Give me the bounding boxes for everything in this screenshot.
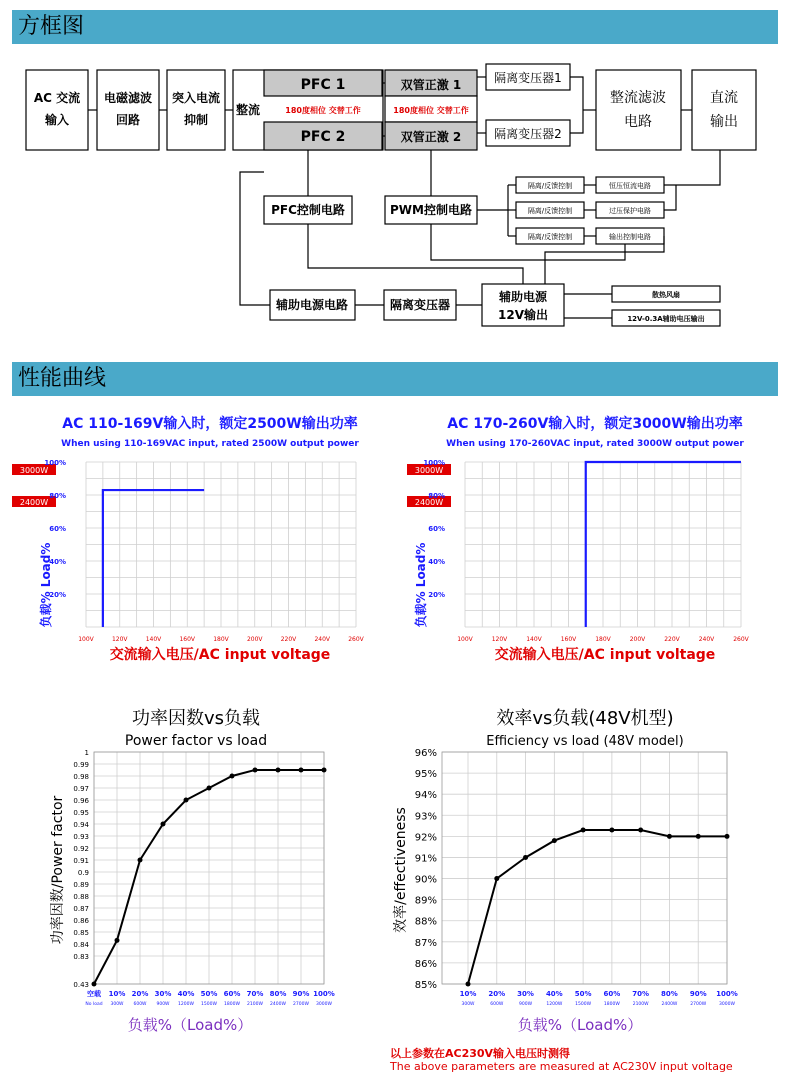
forward-phase-note: 180度相位 交替工作 [393, 106, 469, 115]
pf-data-point [138, 858, 143, 863]
pf-data-point [161, 822, 166, 827]
x-tick-label: 50% [200, 990, 218, 998]
y-tick-label: 100% [44, 459, 66, 467]
y-tick-label: 95% [414, 769, 437, 781]
y-tick-label: 0.84 [73, 941, 89, 949]
x-tick-sublabel: 1500W [575, 1002, 592, 1007]
load-vs-voltage-chart-2 [395, 405, 790, 670]
feedback-3: 隔离/反馈控制 [527, 233, 573, 241]
chart2-subtitle: When using 170-260VAC input, rated 3000W output power [446, 439, 744, 449]
pf-data-point [230, 774, 235, 779]
x-tick-label: 200V [246, 636, 263, 643]
x-tick-sublabel: 2100W [632, 1002, 649, 1007]
iso-tx1-label: 隔离变压器1 [494, 71, 562, 85]
x-tick-label: 120V [111, 636, 128, 643]
aux-out-line2: 12V输出 [498, 308, 548, 322]
eff-data-point [609, 828, 614, 833]
x-tick-label: 空载 [87, 990, 101, 998]
inrush-line1: 突入电流 [171, 91, 221, 105]
y-tick-label: 0.93 [73, 833, 89, 841]
x-tick-label: 220V [664, 636, 680, 643]
x-tick-label: 60% [603, 990, 621, 998]
x-tick-label: 30% [154, 990, 172, 998]
x-tick-sublabel: 1200W [178, 1002, 194, 1007]
power-mark-3000w: 3000W [414, 466, 444, 475]
aux-out-line1: 辅助电源 [498, 290, 548, 304]
eff-data-point [696, 834, 701, 839]
pf-data-point [299, 768, 304, 773]
x-tick-label: 260V [348, 636, 364, 643]
x-tick-sublabel: No load [85, 1002, 103, 1007]
pf-data-point [253, 768, 258, 773]
power-mark-3000w: 3000W [19, 466, 49, 475]
y-tick-label: 60% [49, 525, 66, 533]
x-tick-label: 80% [269, 990, 287, 998]
forward1-label: 双管正激 1 [400, 78, 462, 92]
out-ctrl-label: 输出控制电路 [609, 233, 651, 241]
pfc-ctrl-label: PFC控制电路 [271, 203, 345, 217]
y-tick-label: 0.92 [73, 845, 89, 853]
inrush-line2: 抑制 [183, 113, 209, 127]
emi-filter-line1: 电磁滤波 [103, 91, 153, 105]
chart2-ylabel: 负载% Load% [414, 542, 428, 628]
x-tick-label: 90% [689, 990, 707, 998]
chart2-xlabel: 交流输入电压/AC input voltage [494, 647, 716, 663]
chart4-xlabel: 负载%（Load%） [517, 1016, 643, 1034]
iso-tx2-label: 隔离变压器2 [494, 127, 562, 141]
y-tick-label: 100% [423, 459, 445, 467]
x-tick-label: 20% [488, 990, 506, 998]
section-title-block-diagram: 方框图 [12, 10, 778, 44]
feedback-1: 隔离/反馈控制 [527, 182, 573, 190]
x-tick-label: 100% [313, 990, 335, 998]
x-tick-label: 180V [595, 636, 611, 643]
out-rect-line1: 整流滤波 [610, 90, 666, 106]
eff-data-point [523, 855, 528, 860]
eff-data-point [667, 834, 672, 839]
y-tick-label: 0.94 [73, 821, 89, 829]
eff-data-point [725, 834, 730, 839]
y-tick-label: 80% [49, 492, 66, 500]
y-tick-label: 0.9 [77, 869, 89, 877]
y-tick-label: 0.88 [73, 893, 89, 901]
x-tick-label: 160V [560, 636, 577, 643]
y-tick-label: 60% [428, 525, 445, 533]
chart3-subtitle: Power factor vs load [124, 733, 268, 749]
chart3-plot-area [73, 749, 334, 1007]
x-tick-label: 40% [545, 990, 563, 998]
pwm-ctrl-label: PWM控制电路 [390, 203, 472, 217]
x-tick-sublabel: 2400W [661, 1002, 678, 1007]
x-tick-sublabel: 900W [156, 1002, 170, 1007]
y-tick-label: 92% [414, 832, 437, 844]
y-tick-label: 40% [428, 558, 445, 566]
x-tick-label: 260V [733, 636, 749, 643]
x-tick-label: 10% [108, 990, 126, 998]
pfc-phase-note: 180度相位 交替工作 [285, 106, 361, 115]
x-tick-label: 50% [574, 990, 592, 998]
y-tick-label: 20% [428, 591, 445, 599]
chart2-plot-area [423, 459, 749, 643]
pf-data-point [115, 938, 120, 943]
chart1-ylabel: 负载% Load% [39, 542, 53, 628]
chart3-xlabel: 负载%（Load%） [127, 1016, 253, 1034]
y-tick-label: 0.89 [73, 881, 89, 889]
feedback-2: 隔离/反馈控制 [527, 207, 573, 215]
eff-data-point [581, 828, 586, 833]
y-tick-label: 94% [414, 790, 437, 802]
eff-data-point [466, 982, 471, 987]
out-rect-line2: 电路 [624, 114, 652, 130]
y-tick-label: 89% [414, 895, 437, 907]
chart3-ylabel: 功率因数/Power factor [50, 795, 66, 945]
x-tick-sublabel: 900W [519, 1002, 533, 1007]
y-tick-label: 96% [414, 748, 437, 759]
y-tick-label: 86% [414, 958, 437, 970]
pf-data-point [92, 982, 97, 987]
x-tick-label: 220V [280, 636, 297, 643]
x-tick-label: 240V [698, 636, 715, 643]
ac-input-line2: 输入 [44, 113, 70, 127]
pf-data-point [322, 768, 327, 773]
chart4-title: 效率vs负载(48V机型) [496, 708, 674, 729]
y-tick-label: 80% [428, 492, 445, 500]
y-tick-label: 0.99 [73, 761, 89, 769]
pfc2-label: PFC 2 [300, 129, 346, 145]
chart3-title: 功率因数vs负载 [131, 708, 261, 729]
x-tick-sublabel: 3000W [719, 1002, 735, 1007]
power-factor-chart [0, 700, 395, 1045]
ac-input-line1: AC 交流 [33, 91, 81, 105]
emi-filter-line2: 回路 [115, 113, 141, 127]
aux-12v-label: 12V-0.3A辅助电压输出 [627, 315, 705, 323]
y-tick-label: 0.91 [73, 857, 89, 865]
y-tick-label: 0.97 [73, 785, 89, 793]
x-tick-label: 200V [629, 636, 646, 643]
aux-iso-tx-label: 隔离变压器 [389, 298, 451, 312]
ovp-label: 过压保护电路 [609, 207, 651, 215]
x-tick-sublabel: 1800W [603, 1002, 620, 1007]
pf-data-point [184, 798, 189, 803]
plot-frame [442, 752, 727, 984]
y-tick-label: 90% [414, 874, 437, 886]
x-tick-label: 100% [716, 990, 738, 998]
x-tick-label: 240V [314, 636, 331, 643]
x-tick-label: 160V [179, 636, 196, 643]
y-tick-label: 91% [414, 853, 437, 865]
y-tick-label: 0.85 [73, 929, 89, 937]
x-tick-sublabel: 1200W [546, 1002, 563, 1007]
x-tick-label: 140V [145, 636, 162, 643]
x-tick-label: 120V [491, 636, 508, 643]
chart2-title: AC 170-260V输入时，额定3000W输出功率 [447, 416, 743, 432]
y-tick-label: 0.87 [73, 905, 89, 913]
fan-label: 散热风扇 [652, 291, 680, 299]
power-mark-2400w: 2400W [19, 498, 49, 507]
rectifier-label: 整流 [235, 103, 261, 117]
eff-data-point [494, 876, 499, 881]
eff-series-line [468, 830, 727, 984]
chart4-subtitle: Efficiency vs load (48V model) [486, 734, 684, 749]
x-tick-sublabel: 300W [110, 1002, 124, 1007]
y-tick-label: 0.86 [73, 917, 89, 925]
x-tick-sublabel: 1800W [224, 1002, 240, 1007]
block-diagram [0, 54, 790, 354]
power-mark-2400w: 2400W [414, 498, 444, 507]
pf-data-point [207, 786, 212, 791]
x-tick-label: 100V [78, 636, 94, 643]
chart1-xlabel: 交流输入电压/AC input voltage [109, 647, 331, 663]
x-tick-sublabel: 3000W [316, 1002, 332, 1007]
x-tick-sublabel: 2700W [293, 1002, 309, 1007]
x-tick-label: 140V [526, 636, 542, 643]
chart4-ylabel: 效率/effectiveness [393, 807, 409, 933]
x-tick-label: 60% [223, 990, 241, 998]
x-tick-sublabel: 2700W [690, 1002, 707, 1007]
dc-out-line1: 直流 [710, 90, 738, 106]
chart4-plot-area [415, 748, 738, 1007]
pf-data-point [276, 768, 281, 773]
y-tick-label: 1 [84, 749, 89, 757]
footnote-en: The above parameters are measured at AC230V input voltage [390, 1060, 733, 1073]
chart1-title: AC 110-169V输入时，额定2500W输出功率 [62, 416, 358, 432]
pfc1-label: PFC 1 [300, 77, 346, 93]
y-tick-label: 0.83 [73, 953, 89, 961]
y-tick-label: 40% [49, 558, 66, 566]
x-tick-sublabel: 2100W [247, 1002, 263, 1007]
y-tick-label: 20% [49, 591, 66, 599]
y-tick-label: 0.43 [73, 981, 89, 989]
section-title-performance: 性能曲线 [12, 362, 778, 396]
dc-out-line2: 输出 [710, 114, 738, 130]
x-tick-label: 10% [459, 990, 477, 998]
y-tick-label: 85% [414, 980, 437, 991]
x-tick-sublabel: 600W [490, 1002, 504, 1007]
x-tick-label: 90% [292, 990, 310, 998]
x-tick-label: 80% [661, 990, 678, 998]
cc-cv-label: 恒压恒流电路 [609, 182, 651, 190]
y-tick-label: 88% [414, 916, 437, 928]
efficiency-chart [395, 700, 790, 1045]
footnote-cn: 以上参数在AC230V输入电压时测得 [390, 1047, 571, 1060]
chart1-subtitle: When using 110-169VAC input, rated 2500W output power [61, 439, 359, 449]
x-tick-label: 70% [246, 990, 264, 998]
x-tick-label: 70% [632, 990, 650, 998]
y-tick-label: 87% [414, 937, 437, 949]
x-tick-label: 100V [457, 636, 473, 643]
aux-power-label: 辅助电源电路 [275, 298, 349, 312]
x-tick-label: 40% [177, 990, 195, 998]
x-tick-sublabel: 2400W [270, 1002, 286, 1007]
x-tick-sublabel: 300W [461, 1002, 475, 1007]
y-tick-label: 93% [414, 811, 437, 823]
x-tick-sublabel: 600W [133, 1002, 147, 1007]
eff-data-point [638, 828, 643, 833]
x-tick-label: 30% [517, 990, 534, 998]
eff-data-point [552, 838, 557, 843]
forward2-label: 双管正激 2 [400, 130, 462, 144]
load-vs-voltage-chart-1 [0, 405, 395, 670]
x-tick-sublabel: 1500W [201, 1002, 217, 1007]
y-tick-label: 0.98 [73, 773, 89, 781]
y-tick-label: 0.95 [73, 809, 89, 817]
chart1-plot-area [44, 459, 364, 643]
x-tick-label: 180V [213, 636, 229, 643]
x-tick-label: 20% [131, 990, 149, 998]
y-tick-label: 0.96 [73, 797, 89, 805]
